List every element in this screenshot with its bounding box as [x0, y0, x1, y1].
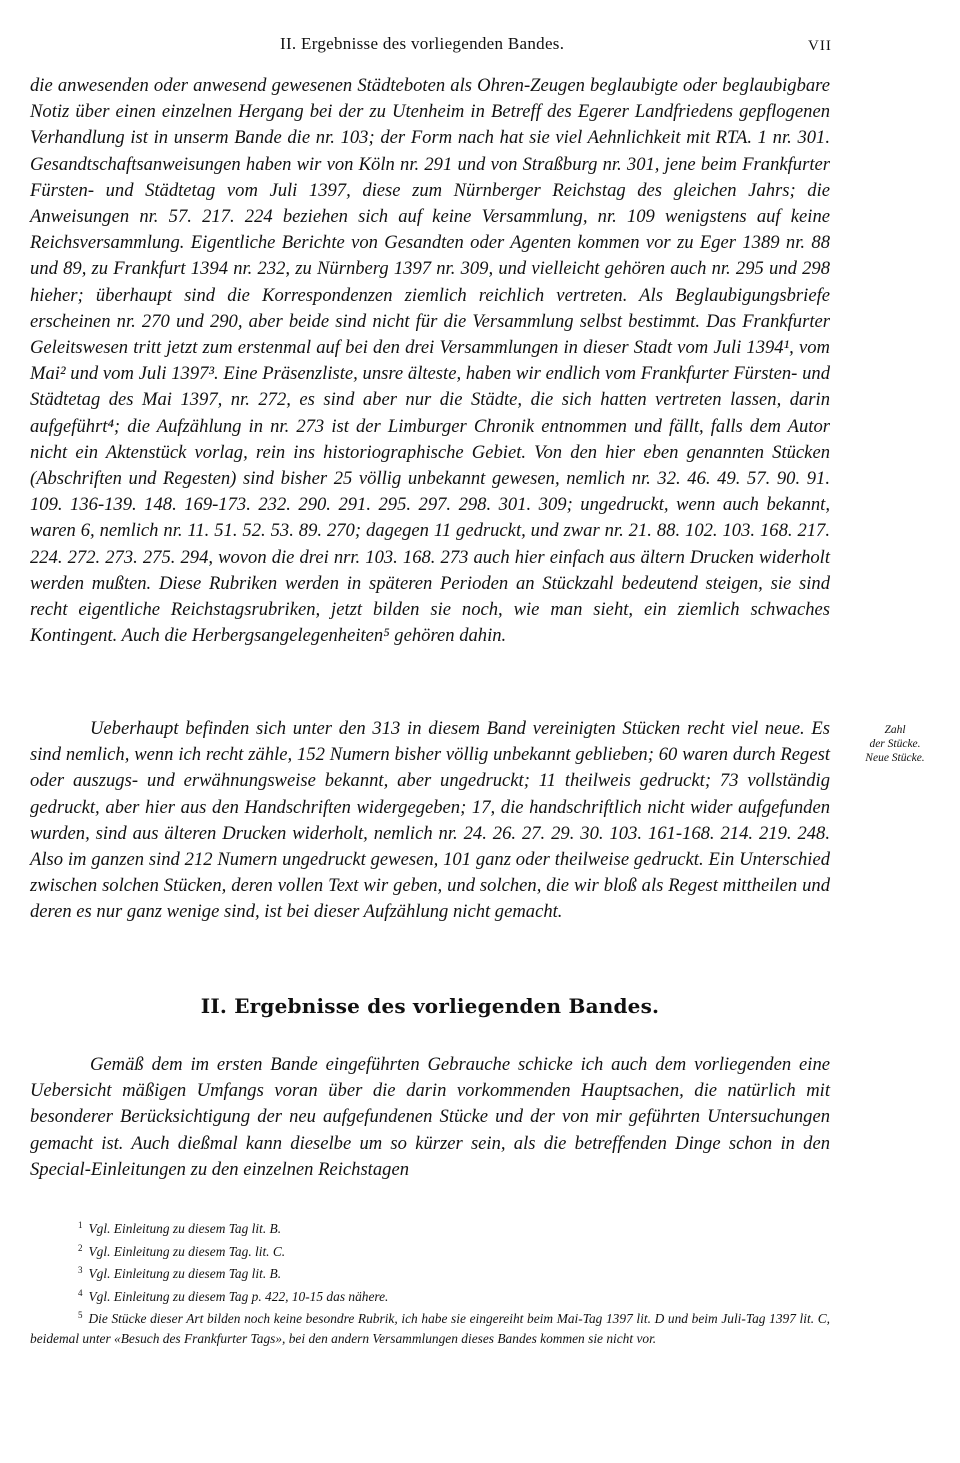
footnote	[30, 1306, 830, 1348]
footnote-text: Vgl. Einleitung zu diesem Tag p. 422, 10-15 das nähere.	[88, 1288, 389, 1304]
running-head: II. Ergebnisse des vorliegenden Bandes.	[280, 34, 565, 53]
footnote	[30, 1261, 830, 1284]
body-paragraph: Gemäß dem im ersten Bande eingeführten Gebrauche schicke ich auch dem vorliegenden eine Uebersicht mäßigen Umfangs voran über die darin vorkommenden Hauptsachen, die natürlich mit besonderer Berücksichtigung der neu aufgefundenen Stücke und der von mir geführten Untersuchungen gemacht ist. Auch dießmal kann dieselbe um so kürzer sein, als die betreffenden Dinge schon in den Special-Einleitungen zu den einzelnen Reichstagen	[30, 1054, 830, 1180]
margin-note-line: Zahl	[884, 724, 906, 736]
footnote-mark: 1	[78, 1220, 83, 1230]
page-number: VII	[808, 38, 832, 54]
footnote-mark: 2	[78, 1242, 83, 1253]
margin-note-line: Neue Stücke.	[865, 752, 925, 764]
body-paragraph: die anwesenden oder anwesend gewesenen Städteboten als Ohren-Zeugen beglaubigte oder beglaubigbare Notiz über einen einzelnen Hergang bei der zu Utenheim in Betreff des Egerer Landfriedens gepflogenen Verhandlung ist in unserm Bande die nr. 103; der Form nach hat sie viel Aehnlichkeit mit RTA. 1 nr. 301. Gesandtschaftsanweisungen haben wir von Köln nr. 291 und von Straßburg nr. 301, jene beim Frankfurter Fürsten- und Städtetag vom Juli 1397, diese zum Nürnberger Reichstag des gleichen Jahrs; die Anweisungen nr. 57. 217. 224 beziehen sich auf keine Versammlung, nr. 109 wenigstens auf keine Reichsversammlung. Eigentliche Berichte von Gesandten oder Agenten kommen vor zu Eger 1389 nr. 88 und 89, zu Frankfurt 1394 nr. 232, zu Nürnberg 1397 nr. 309, und vielleicht gehören auch nr. 295 und 298 hieher; überhaupt sind die Korrespondenzen ziemlich reichlich vertreten. Als Beglaubigungsbriefe erscheinen nr. 270 und 290, aber beide sind nicht für die Versammlung selbst bestimmt. Das Frankfurter Geleitswesen tritt jetzt zum erstenmal auf bei den drei Versammlungen in dieser Stadt vom Juli 1394¹, vom Mai² und vom Juli 1397³. Eine Präsenzliste, unsre älteste, haben wir endlich vom Frankfurter Fürsten- und Städtetag des Mai 1397, nr. 272, es sind aber nur die Städte, die sich hatten vertreten lassen, darin aufgeführt⁴; die Aufzählung in nr. 273 ist der Limburger Chronik entnommen und fällt, falls dem Autor nicht ein Aktenstück vorlag, rein ins historiographische Gebiet. Von den hier eben genannten Stücken (Abschriften und Regesten) sind bisher 25 völlig unbekannt gewesen, nemlich nr. 32. 46. 49. 57. 90. 91. 109. 136-139. 148. 169-173. 232. 290. 291. 295. 297. 298. 301. 309; ungedruckt, wenn auch bekannt, waren 6, nemlich nr. 11. 51. 52. 53. 89. 270; dagegen 11 gedruckt, und zwar nr. 21. 88. 102. 103. 168. 217. 224. 272. 273. 275. 294, wovon die drei nrr. 103. 168. 273 auch hier einfach aus ältern Drucken widerholt werden mußten. Diese Rubriken werden in späteren Perioden an Stückzahl bedeutend steigen, sie sind recht eigentliche Reichstagsrubriken, jetzt bilden sie noch, wie man sieht, ein ziemlich schwaches Kontingent. Auch die Herbergsangelegenheiten⁵ gehören dahin.	[30, 75, 830, 647]
footnote-text: Vgl. Einleitung zu diesem Tag. lit. C.	[88, 1243, 286, 1259]
footnotes	[30, 1216, 830, 1349]
footnote	[30, 1216, 830, 1239]
footnote-text: Vgl. Einleitung zu diesem Tag lit. B.	[88, 1266, 282, 1282]
footnote	[30, 1239, 830, 1262]
footnote-text: Vgl. Einleitung zu diesem Tag lit. B.	[88, 1221, 282, 1236]
margin-note-line: der Stücke.	[869, 738, 921, 750]
body-paragraph: Ueberhaupt befinden sich unter den 313 in diesem Band vereinigten Stücken recht viel neue. Es sind nemlich, wenn ich recht zähle, 152 Numern bisher völlig unbekannt geblieben; 60 waren durch Regest oder auszugs- und erwähnungsweise bekannt, aber ungedruckt; 11 theilweis gedruckt; 73 vollständig gedruckt, aber hier aus den Handschriften widergegeben; 17, die handschriftlich nicht wider aufgefunden wurden, sind aus älteren Drucken widerholt, nemlich nr. 24. 26. 27. 29. 30. 103. 161-168. 214. 219. 248. Also im ganzen sind 212 Numern ungedruckt gewesen, 101 ganz oder theilweise gedruckt. Ein Unterschied zwischen solchen Stücken, deren vollen Text wir geben, und solchen, die wir bloß als Regest mittheilen und deren es nur ganz wenige sind, ist bei dieser Aufzählung nicht gemacht.	[30, 718, 830, 923]
footnote-mark: 4	[78, 1287, 83, 1298]
footnote-text: Die Stücke dieser Art bilden noch keine besondre Rubrik, ich habe sie eingereiht beim Mai-Tag 1397 lit. D und beim Juli-Tag 1397 lit. C, beidemal unter «Besuch des Frankfurter Tags», bei den andern Versammlungen dieses Bandes kommen sie nicht vor.	[30, 1311, 830, 1346]
footnote-mark: 5	[78, 1310, 83, 1321]
footnote	[30, 1284, 830, 1307]
margin-note	[836, 723, 954, 765]
footnote-mark: 3	[78, 1265, 83, 1276]
section-heading: II. Ergebnisse des vorliegenden Bandes.	[200, 994, 660, 1018]
